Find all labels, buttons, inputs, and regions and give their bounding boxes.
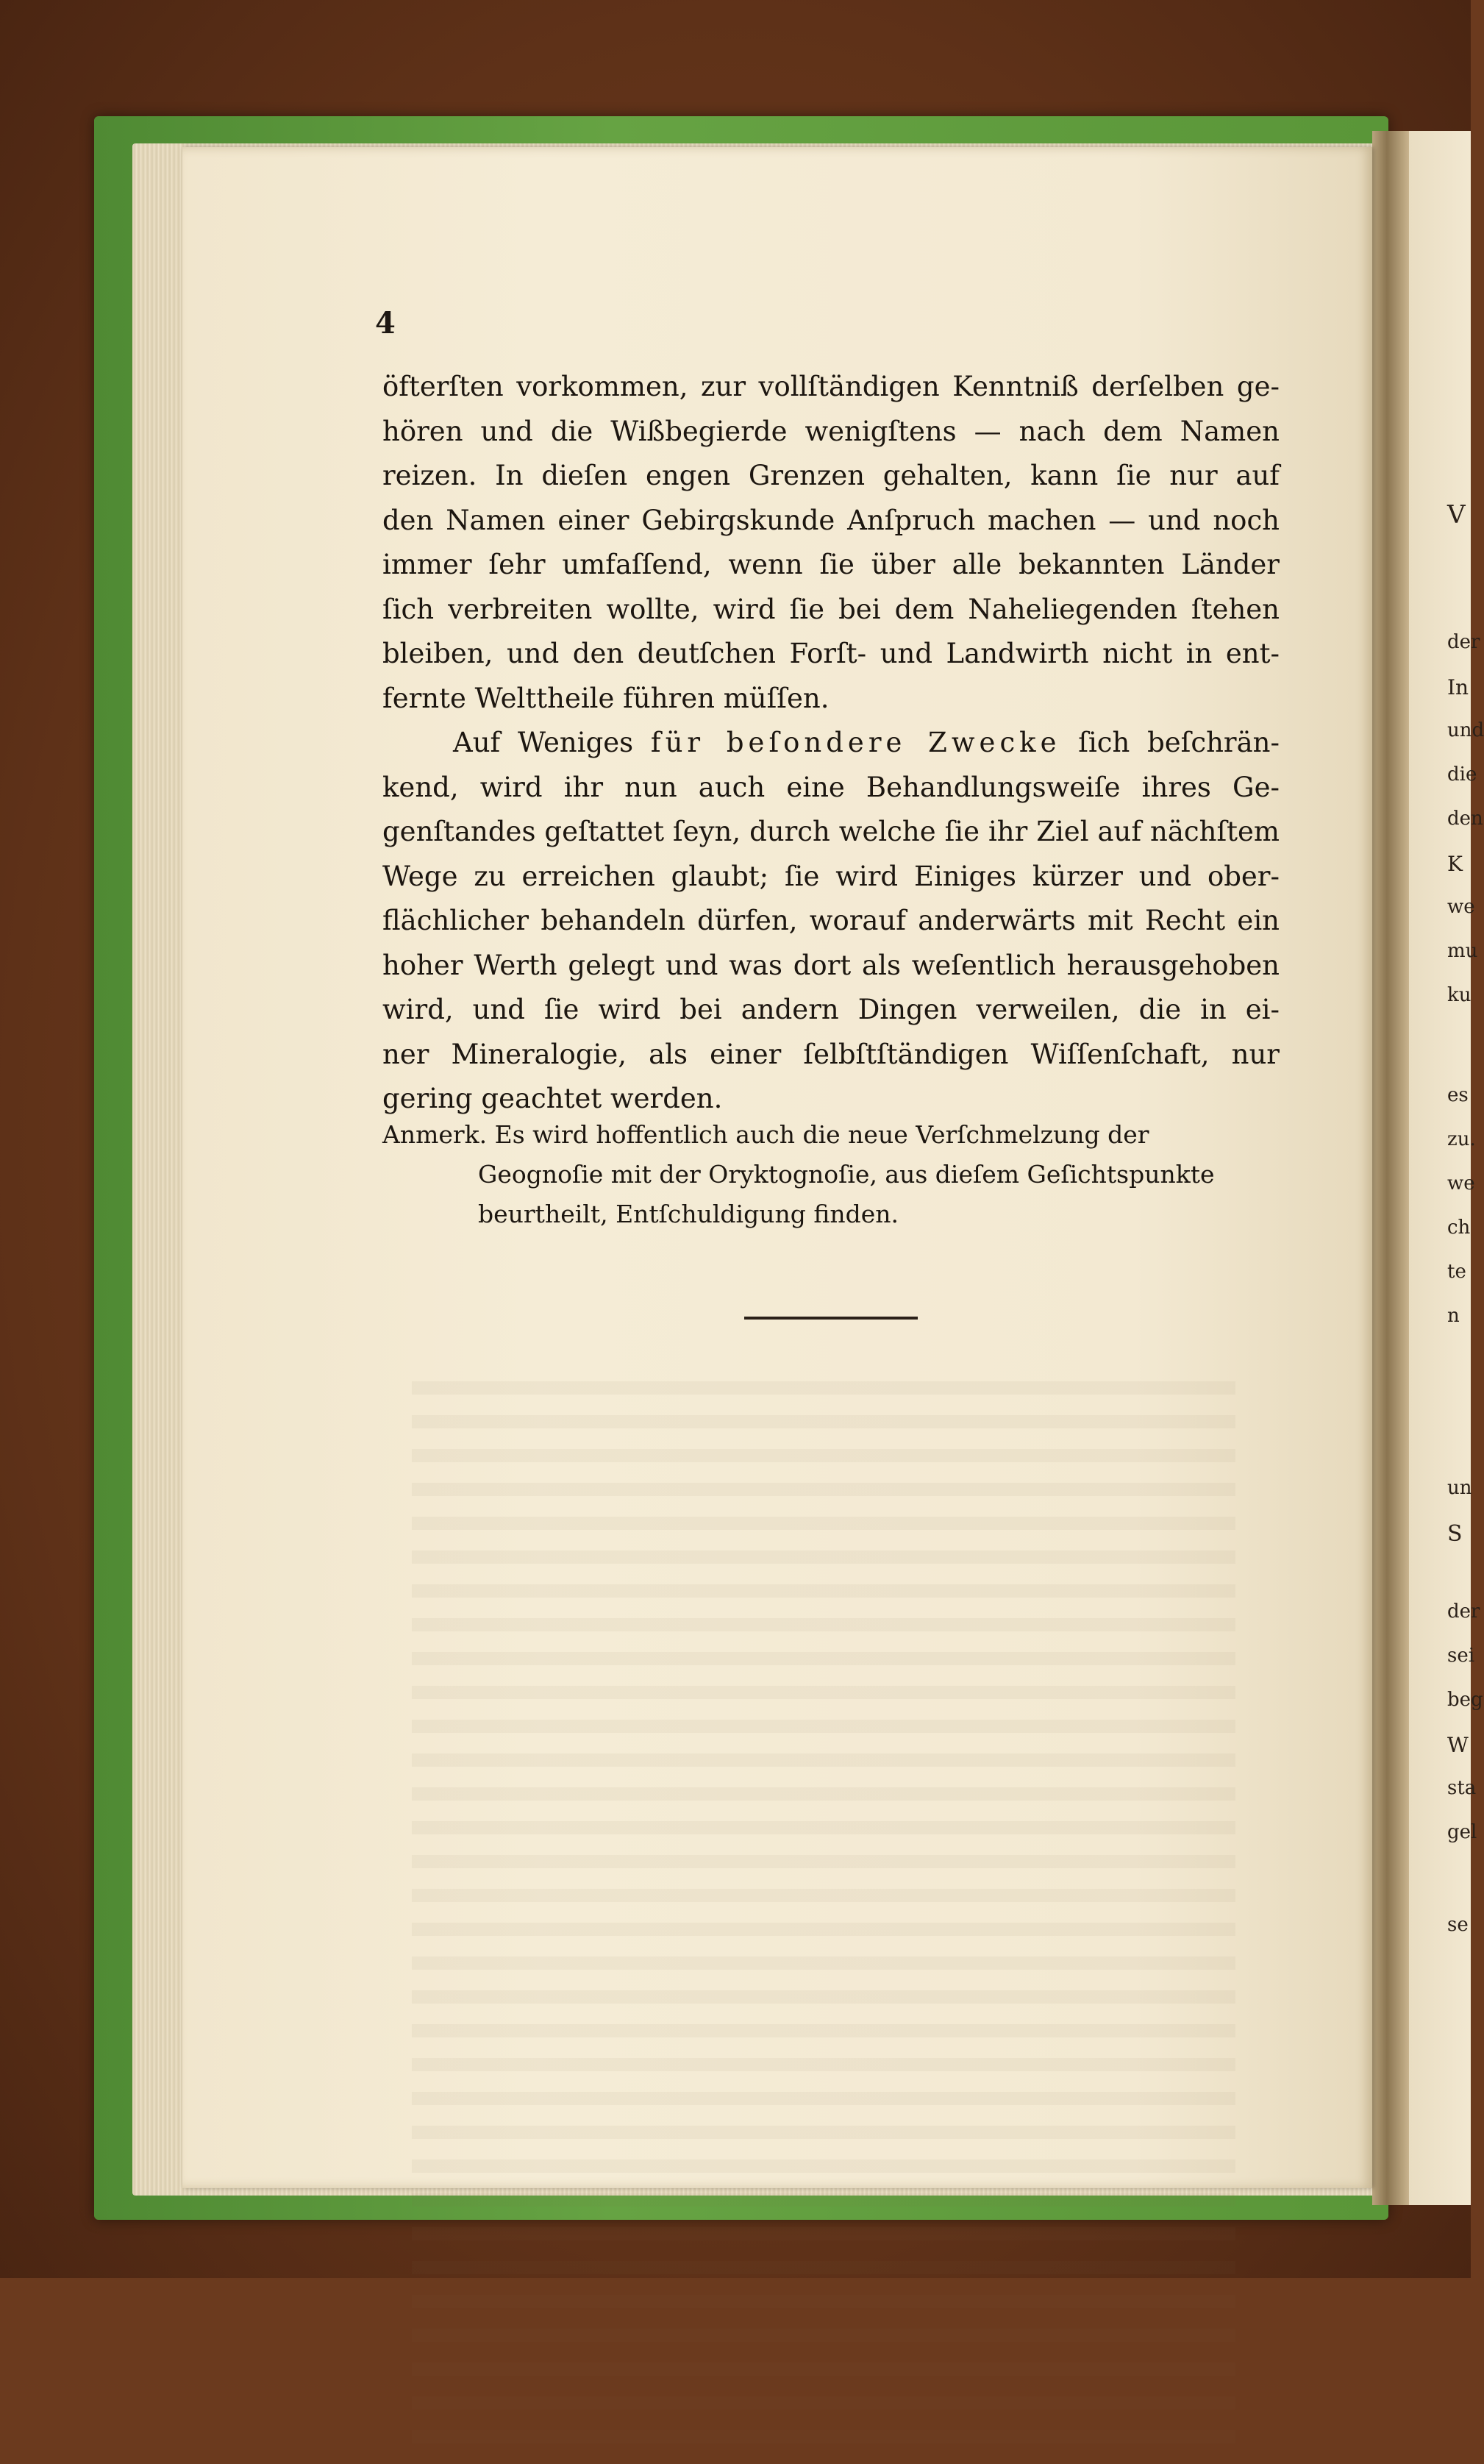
text-line: kend, wird ihr nun auch eine Behandlungsweiſe ihres Ge- (382, 771, 1280, 803)
facing-word: W (1447, 1733, 1469, 1757)
note-line: Geognoſie mit der Oryktognoſie, aus dieſem Geſichtspunkte (478, 1160, 1215, 1189)
book-gutter (1372, 131, 1409, 2205)
facing-word: die (1447, 763, 1477, 786)
note-line (382, 1115, 1294, 1155)
paragraph-line-rest: ſich beſchrän- (1060, 727, 1280, 758)
facing-word: we (1447, 1172, 1475, 1194)
paragraph-start: Auf Weniges (453, 727, 651, 758)
text-line: gering geachtet werden. (382, 1083, 723, 1114)
text-line: hoher Werth gelegt und was dort als weſentlich herausgehoben (382, 949, 1280, 981)
facing-word: se (1447, 1914, 1469, 1936)
note-line: beurtheilt, Entſchuldigung finden. (478, 1200, 899, 1228)
facing-word: sta (1447, 1777, 1477, 1799)
text-line: öfterſten vorkommen, zur vollſtändigen Kenntniß derſelben ge- (382, 371, 1280, 402)
facing-word: K (1447, 852, 1463, 876)
facing-word: we (1447, 896, 1475, 918)
facing-word: ch (1447, 1217, 1471, 1239)
text-line: bleiben, und den deutſchen Forſt- und Landwirth nicht in ent- (382, 638, 1280, 669)
facing-word: un (1447, 1477, 1472, 1499)
note-text: Es wird hoffentlich auch die neue Verſchmelzung der (487, 1120, 1149, 1149)
text-line: den Namen einer Gebirgskunde Anſpruch machen — und noch (382, 504, 1280, 536)
text-line: ſich verbreiten wollte, wird ſie bei dem Naheliegenden ſtehen (382, 593, 1280, 625)
section-rule (744, 1317, 918, 1320)
facing-word: ku (1447, 984, 1471, 1006)
text-line: ner Mineralogie, als einer ſelbſtſtändigen Wiſſenſchaft, nur (382, 1038, 1280, 1070)
facing-word: gel (1447, 1821, 1477, 1843)
text-line: fernte Welttheile führen müſſen. (382, 682, 830, 714)
facing-word: sei (1447, 1645, 1475, 1667)
facing-word: te (1447, 1261, 1466, 1283)
facing-word: S (1447, 1521, 1463, 1547)
facing-word: und (1447, 719, 1484, 741)
text-line: Wege zu erreichen glaubt; ſie wird Einiges kürzer und ober- (382, 860, 1280, 892)
facing-word: es (1447, 1084, 1469, 1106)
facing-word: mu (1447, 940, 1478, 962)
text-line: immer ſehr umfaſſend, wenn ſie über alle bekannten Länder (382, 549, 1280, 580)
facing-page (1409, 131, 1484, 2205)
note-label: Anmerk. (382, 1120, 488, 1149)
facing-word: n (1447, 1305, 1460, 1327)
facing-word: In (1447, 675, 1469, 699)
text-line: hören und die Wißbegierde wenigſtens — nach dem Namen (382, 415, 1280, 447)
footnote (382, 1115, 1294, 1234)
facing-word: der (1447, 631, 1480, 653)
body-text (382, 365, 1280, 1122)
facing-word: beg (1447, 1689, 1483, 1711)
page-number: 4 (375, 306, 396, 341)
text-line: reizen. In dieſen engen Grenzen gehalten, kann ſie nur auf (382, 460, 1280, 491)
paragraph-first-line (382, 721, 1280, 766)
facing-word: den (1447, 808, 1483, 830)
show-through-texture (412, 1361, 1235, 2464)
text-line: wird, und ſie wird bei andern Dingen verweilen, die in ei- (382, 994, 1280, 1025)
emphasis-text: für beſondere Zwecke (650, 727, 1061, 758)
facing-word: V (1447, 500, 1466, 530)
text-line: genſtandes geſtattet ſeyn, durch welche ſie ihr Ziel auf nächſtem (382, 816, 1280, 847)
facing-word: zu. (1447, 1128, 1476, 1150)
facing-word: der (1447, 1600, 1480, 1623)
text-line: flächlicher behandeln dürfen, worauf anderwärts mit Recht ein (382, 905, 1280, 936)
